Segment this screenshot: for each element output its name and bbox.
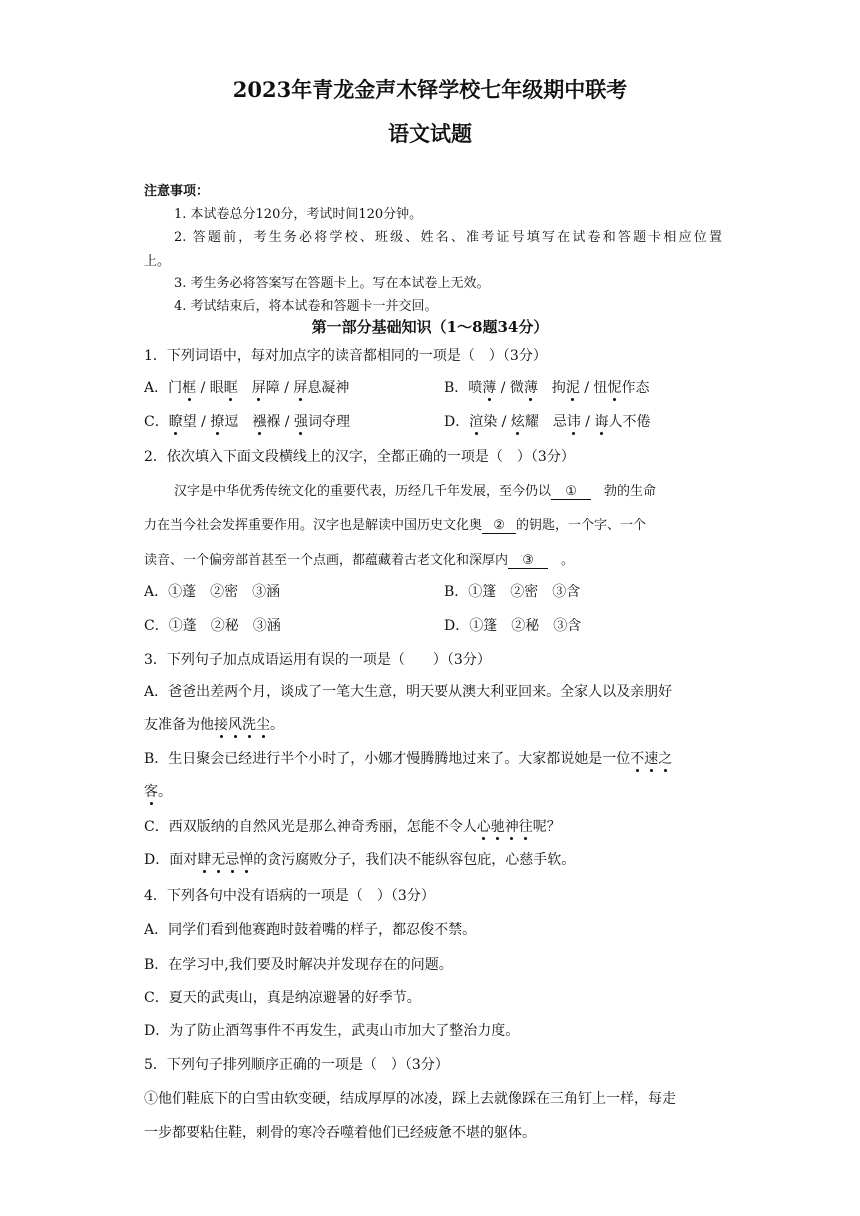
dotted-char: 速 bbox=[644, 748, 658, 768]
dotted-char: 薄 bbox=[524, 377, 538, 397]
note-item-2: 2. 答题前，考生务必将学校、班级、姓名、准考证号填写在试卷和答题卡相应位置 bbox=[174, 230, 722, 245]
dotted-char: 忌 bbox=[225, 849, 239, 869]
q3-option-d: D．面对肆无忌惮的贪污腐败分子，我们决不能纵容包庇，心慈手软。 bbox=[144, 849, 575, 869]
dotted-char: 怩 bbox=[608, 377, 622, 397]
q1-option-a-text: 门框 / 眼眶 屏障 / 屏息凝神 bbox=[168, 380, 349, 396]
q2-option-b: B．①篷 ②密 ③含 bbox=[444, 584, 581, 600]
q1-option-d: D．渲染 / 炫耀 忌讳 / 诲人不倦 bbox=[444, 411, 650, 431]
dotted-char: 肆 bbox=[197, 849, 211, 869]
q4-stem: 4．下列各句中没有语病的一项是（ ）（3分） bbox=[144, 888, 435, 904]
q2-passage-line-1: 汉字是中华优秀传统文化的重要代表，历经几千年发展，至今仍以 ① 勃的生命 bbox=[174, 484, 657, 499]
note-item-1: 1. 本试卷总分120分，考试时间120分钟。 bbox=[174, 207, 423, 222]
dotted-char: 屏 bbox=[293, 377, 307, 397]
q3-idiom-a bbox=[214, 717, 270, 733]
q1-option-c: C．瞭望 / 撩逗 襁褓 / 强词夺理 bbox=[144, 411, 350, 431]
exam-title: 2023年青龙金声木铎学校七年级期中联考 bbox=[232, 77, 628, 102]
q4-option-d: D．为了防止酒驾事件不再发生，武夷山市加大了整治力度。 bbox=[144, 1023, 520, 1039]
dotted-char: 驰 bbox=[491, 816, 505, 836]
dotted-char: 撩 bbox=[210, 411, 224, 431]
q3-idiom-c bbox=[477, 819, 533, 835]
dotted-char: 洗 bbox=[242, 714, 256, 734]
dotted-char: 不 bbox=[630, 748, 644, 768]
q3-option-a-line-2: 友准备为他接风洗尘。 bbox=[144, 714, 284, 734]
blank-2: ② bbox=[482, 518, 516, 534]
exam-subtitle: 语文试题 bbox=[388, 121, 472, 146]
q1-option-b-text: 喷薄 / 微薄 拘泥 / 忸怩作态 bbox=[468, 380, 649, 396]
dotted-char: 诲 bbox=[594, 411, 608, 431]
dotted-char: 接 bbox=[214, 714, 228, 734]
q1-option-d-text: 渲染 / 炫耀 忌讳 / 诲人不倦 bbox=[469, 414, 650, 430]
note-item-4: 4. 考试结束后，将本试卷和答题卡一并交回。 bbox=[174, 299, 438, 314]
dotted-char: 屏 bbox=[252, 377, 266, 397]
dotted-char: 神 bbox=[505, 816, 519, 836]
q3-option-b-line-1: B．生日聚会已经进行半个小时了，小娜才慢腾腾地过来了。大家都说她是一位不速之 bbox=[144, 748, 672, 768]
q2-option-a: A．①蓬 ②密 ③涵 bbox=[144, 584, 281, 600]
dotted-char: 强 bbox=[294, 411, 308, 431]
q3-idiom-d bbox=[197, 852, 253, 868]
q5-sentence-1-line-2: 一步都要粘住鞋，刺骨的寒冷吞噬着他们已经疲惫不堪的躯体。 bbox=[144, 1125, 536, 1141]
blank-1: ① bbox=[551, 484, 591, 500]
notes-heading: 注意事项： bbox=[144, 184, 210, 199]
dotted-char: 之 bbox=[658, 748, 672, 768]
dotted-char: 框 bbox=[182, 377, 196, 397]
dotted-char: 惮 bbox=[239, 849, 253, 869]
q3-option-b-line-2: 客。 bbox=[144, 781, 172, 801]
dotted-char: 炫 bbox=[511, 411, 525, 431]
dotted-char: 心 bbox=[477, 816, 491, 836]
q3-option-a-line-1: A．爸爸出差两个月，谈成了一笔大生意，明天要从澳大利亚回来。全家人以及亲朋好 bbox=[144, 684, 673, 700]
q4-option-c: C．夏天的武夷山，真是纳凉避暑的好季节。 bbox=[144, 990, 421, 1006]
dotted-char: 襁 bbox=[252, 411, 266, 431]
q2-passage-line-3: 读音、一个偏旁部首甚至一个点画，都蕴藏着古老文化和深厚内 ③ 。 bbox=[144, 553, 575, 568]
q2-option-d: D．①篷 ②秘 ③含 bbox=[444, 618, 582, 634]
dotted-char: 眶 bbox=[224, 377, 238, 397]
dotted-char: 无 bbox=[211, 849, 225, 869]
q3-stem: 3．下列句子加点成语运用有误的一项是（ ）（3分） bbox=[144, 652, 491, 668]
q1-option-c-text: 瞭望 / 撩逗 襁褓 / 强词夺理 bbox=[169, 414, 350, 430]
dotted-char: 尘 bbox=[256, 714, 270, 734]
dotted-char: 客 bbox=[144, 781, 158, 801]
q2-passage-line-2: 力在当今社会发挥重要作用。汉字也是解读中国历史文化奥 ② 的钥匙，一个字、一个 bbox=[144, 518, 647, 533]
q1-option-b: B．喷薄 / 微薄 拘泥 / 忸怩作态 bbox=[444, 377, 650, 397]
q3-idiom-b-part-1 bbox=[630, 751, 672, 767]
q5-sentence-1-line-1: ①他们鞋底下的白雪由软变硬，结成厚厚的冰凌，踩上去就像踩在三角钉上一样，每走 bbox=[144, 1091, 676, 1107]
q4-option-a: A．同学们看到他赛跑时鼓着嘴的样子，都忍俊不禁。 bbox=[144, 922, 477, 938]
q3-option-c: C．西双版纳的自然风光是那么神奇秀丽，怎能不令人心驰神往呢？ bbox=[144, 816, 561, 836]
q4-option-b: B．在学习中,我们要及时解决并发现存在的问题。 bbox=[144, 957, 453, 973]
dotted-char: 讳 bbox=[567, 411, 581, 431]
dotted-char: 渲 bbox=[469, 411, 483, 431]
q1-option-a: A．门框 / 眼眶 屏障 / 屏息凝神 bbox=[144, 377, 349, 397]
q3-idiom-b-part-2 bbox=[144, 784, 158, 800]
q5-stem: 5．下列句子排列顺序正确的一项是（ ）（3分） bbox=[144, 1057, 449, 1073]
q1-stem: 1．下列词语中，每对加点字的读音都相同的一项是（ ）（3分） bbox=[144, 348, 547, 364]
q2-option-c: C．①蓬 ②秘 ③涵 bbox=[144, 618, 281, 634]
q2-stem: 2．依次填入下面文段横线上的汉字，全都正确的一项是（ ）（3分） bbox=[144, 449, 575, 465]
blank-3: ③ bbox=[508, 553, 548, 569]
dotted-char: 往 bbox=[519, 816, 533, 836]
dotted-char: 薄 bbox=[482, 377, 496, 397]
dotted-char: 瞭 bbox=[169, 411, 183, 431]
note-item-2-cont: 上。 bbox=[144, 254, 171, 269]
dotted-char: 泥 bbox=[566, 377, 580, 397]
dotted-char: 风 bbox=[228, 714, 242, 734]
note-item-3: 3. 考生务必将答案写在答题卡上。写在本试卷上无效。 bbox=[174, 276, 490, 291]
section-title: 第一部分基础知识（1～8题34分） bbox=[311, 318, 549, 336]
